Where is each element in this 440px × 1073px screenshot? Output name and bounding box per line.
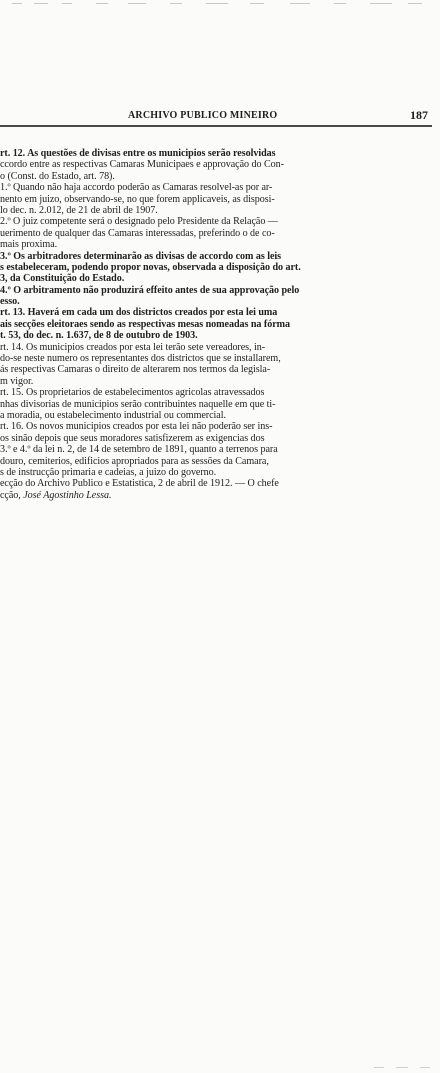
- text-line: rt. 15. Os proprietarios de estabelecimentos agricolas atravessados: [0, 387, 265, 399]
- bottom-edge-marks: [374, 1067, 434, 1069]
- text-line: 4.º O arbitramento não produzirá effeito antes de sua approvação pelo: [0, 284, 300, 296]
- text-line: do-se neste numero os representantes dos districtos que se installarem,: [0, 353, 281, 365]
- signature-prefix: cção,: [0, 489, 24, 501]
- text-line: s de instrucção primaria e cadeias, a juizo do governo.: [0, 466, 217, 478]
- header-rule: [0, 125, 432, 127]
- top-edge-marks: [0, 3, 440, 5]
- text-line: douro, cemiterios, edificios apropriados para as sessões da Camara,: [0, 455, 269, 467]
- text-line: lo dec. n. 2.012, de 21 de abril de 1907.: [0, 204, 158, 216]
- text-line: ás respectivas Camaras o direito de alterarem nos termos da legisla-: [0, 364, 271, 376]
- text-line: 2.º O juiz competente será o designado pelo Presidente da Relação —: [0, 216, 278, 228]
- page-number: 187: [410, 108, 428, 122]
- text-line: m vigor.: [0, 375, 34, 387]
- text-line: rt. 13. Haverá em cada um dos districtos creados por esta lei uma: [0, 307, 278, 319]
- signatory-name: José Agostinho Lessa.: [23, 489, 112, 501]
- text-line: s estabeleceram, podendo propor novas, observada a disposição do art.: [0, 261, 301, 273]
- text-line: ecção do Archivo Publico e Estatistica, 2 de abril de 1912. — O chefe: [0, 478, 279, 490]
- text-line: os sinão depois que seus moradores satisfizerem as exigencias dos: [0, 432, 265, 444]
- signature-line: [0, 490, 438, 501]
- text-line: a moradia, ou estabelecimento industrial ou commercial.: [0, 409, 226, 421]
- text-line: o (Const. do Estado, art. 78).: [0, 170, 115, 182]
- text-line: rt. 12. As questões de divisas entre os municipios serão resolvidas: [0, 148, 276, 159]
- text-line: nhas divisorias de municipios serão contribuintes naquelle em que ti-: [0, 398, 276, 410]
- text-line: 3.º e 4.º da lei n. 2, de 14 de setembro de 1891, quanto a terrenos para: [0, 444, 278, 456]
- text-line: ccordo entre as respectivas Camaras Municipaes e approvação do Con-: [0, 159, 284, 171]
- text-line: ais secções eleitoraes sendo as respectivas mesas nomeadas na fórma: [0, 318, 290, 330]
- text-line: mais proxima.: [0, 239, 58, 251]
- text-line: 1.º Quando não haja accordo poderão as Camaras resolvel-as por ar-: [0, 182, 273, 194]
- text-line: uerimento de qualquer das Camaras interessadas, preferindo o de co-: [0, 227, 275, 239]
- text-line: nento em juizo, observando-se, no que forem applicaveis, as disposi-: [0, 193, 275, 205]
- text-line: rt. 16. Os novos municipios creados por esta lei não poderão ser ins-: [0, 421, 273, 433]
- text-line: t. 53, do dec. n. 1.637, de 8 de outubro de 1903.: [0, 330, 198, 342]
- document-body: [0, 148, 438, 501]
- text-line: rt. 14. Os municipios creados por esta lei terão sete vereadores, in-: [0, 341, 266, 353]
- header-title: ARCHIVO PUBLICO MINEIRO: [128, 110, 278, 121]
- running-header: [0, 108, 440, 124]
- text-line: 3, da Constituição do Estado.: [0, 273, 125, 285]
- text-line: esso.: [0, 296, 20, 308]
- text-line: 3.º Os arbitradores determinarão as divisas de accordo com as leis: [0, 250, 282, 262]
